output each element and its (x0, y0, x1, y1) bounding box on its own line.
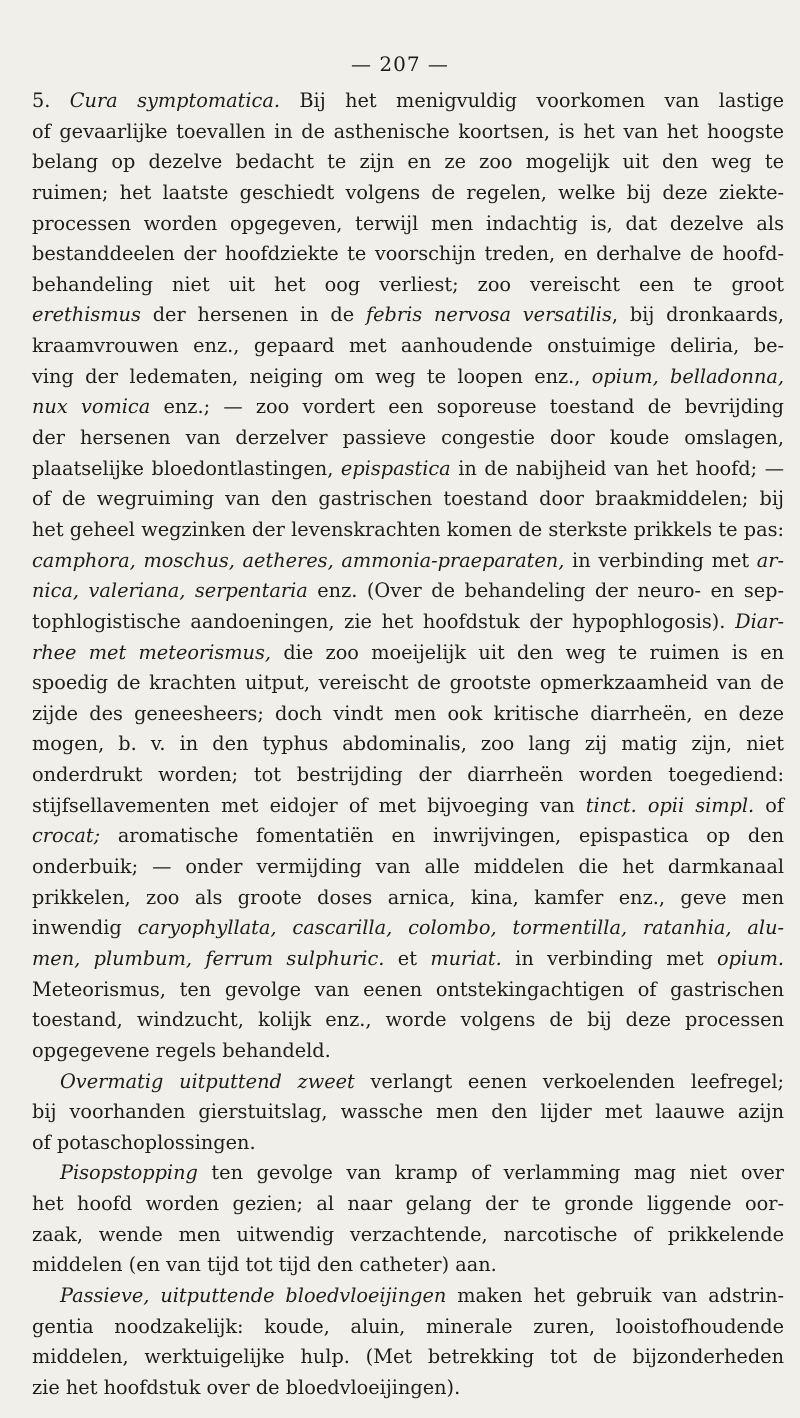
italic-term: men, plumbum, ferrum sulphuric. (32, 946, 385, 970)
text-run: ving der ledematen, neiging om weg te loopen enz., (32, 364, 592, 388)
text-run: in verbinding met (501, 946, 718, 970)
text-line (32, 913, 784, 944)
text-line (32, 1128, 784, 1159)
italic-term: Diar- (735, 609, 784, 633)
text-line (32, 178, 784, 209)
text-run: of (754, 793, 784, 817)
text-line (32, 239, 784, 270)
text-line (32, 300, 784, 331)
italic-term: tinct. opii simpl. (585, 793, 755, 817)
text-line (32, 515, 784, 546)
text-run: enz. (Over de behandeling der neuro- en sep- (307, 579, 785, 603)
text-line (32, 944, 784, 975)
text-line (32, 975, 784, 1006)
text-run: verlangt eenen verkoelenden leefregel; (354, 1069, 784, 1093)
text-line (32, 1250, 784, 1281)
text-line (32, 392, 784, 423)
text-line (32, 1036, 784, 1067)
text-line (32, 1005, 784, 1036)
text-line (32, 1189, 784, 1220)
text-run: bestanddeelen der hoofdziekte te voorschijn treden, en derhalve de hoofd- (32, 242, 784, 266)
text-run: , bij dronkaards, (611, 303, 784, 327)
italic-term: opium. (717, 946, 784, 970)
text-line (32, 454, 784, 485)
text-run: et (384, 946, 431, 970)
italic-term: Pisopstopping (60, 1161, 198, 1185)
italic-term: opium, belladonna, (591, 364, 784, 388)
text-line (32, 1342, 784, 1373)
text-run: zaak, wende men uitwendig verzachtende, narcotische of prikkelende (32, 1222, 784, 1246)
text-run: of gevaarlijke toevallen in de asthenische koortsen, is het van het hoogste (32, 119, 784, 143)
text-run: behandeling niet uit het oog verliest; zoo vereischt een te groot (32, 272, 784, 296)
text-run: prikkelen, zoo als groote doses arnica, kina, kamfer enz., geve men (32, 885, 784, 909)
text-line (32, 1220, 784, 1251)
text-line (32, 852, 784, 883)
text-run: plaatselijke bloedontlastingen, (32, 456, 341, 480)
text-run: mogen, b. v. in den typhus abdominalis, zoo lang zij matig zijn, niet (32, 732, 784, 756)
text-run: aromatische fomentatiën en inwrijvingen, epispastica op den (100, 824, 784, 848)
text-run: het geheel wegzinken der levenskrachten komen de sterkste prikkels te pas: (32, 517, 784, 541)
text-run: spoedig de krachten uitput, vereischt de grootste opmerkzaamheid van de (32, 671, 784, 695)
text-run: Meteorismus, ten gevolge van eenen ontstekingachtigen of gastrischen (32, 977, 784, 1001)
italic-term: Overmatig uitputtend zweet (60, 1069, 355, 1093)
text-run: tophlogistische aandoeningen, zie het hoofdstuk der hypophlogosis). (32, 609, 736, 633)
italic-term: Passieve, uitputtende bloedvloeijingen (60, 1283, 447, 1307)
body-text (32, 86, 784, 1404)
text-line (32, 117, 784, 148)
text-run: enz.; — zoo vordert een soporeuse toestand de bevrijding (150, 395, 784, 419)
italic-term: nica, valeriana, serpentaria (32, 579, 308, 603)
text-line (32, 1158, 784, 1189)
text-run: het hoofd worden gezien; al naar gelang der te gronde liggende oor- (32, 1192, 784, 1216)
italic-term: ar- (756, 548, 784, 572)
italic-term: Cura symptomatica. (69, 89, 280, 112)
italic-term: muriat. (430, 946, 502, 970)
text-line (32, 791, 784, 822)
text-run: in verbinding met (564, 548, 757, 572)
text-line (32, 546, 784, 577)
text-run: belang op dezelve bedacht te zijn en ze zoo mogelijk uit den weg te (32, 150, 784, 174)
text-run: onderdrukt worden; tot bestrijding der diarrheën worden toegediend: (32, 763, 784, 787)
text-run: opgegevene regels behandeld. (32, 1038, 331, 1062)
italic-term: febris nervosa versatilis (366, 303, 612, 327)
text-run: der hersenen in de (140, 303, 366, 327)
text-run: kraamvrouwen enz., gepaard met aanhoudende onstuimige deliria, be- (32, 334, 784, 358)
text-line (32, 362, 784, 393)
text-run: 5. (32, 89, 70, 112)
text-line (32, 1312, 784, 1343)
text-line (32, 1373, 784, 1404)
text-line (32, 1097, 784, 1128)
page-number: — 207 — (351, 52, 449, 76)
text-run: in de nabijheid van het hoofd; — (450, 456, 784, 480)
text-line (32, 699, 784, 730)
text-run: processen worden opgegeven, terwijl men indachtig is, dat dezelve als (32, 211, 784, 235)
text-line (32, 270, 784, 301)
text-run: middelen (en van tijd tot tijd den catheter) aan. (32, 1253, 497, 1277)
text-run: toestand, windzucht, kolijk enz., worde volgens de bij deze processen (32, 1008, 784, 1032)
text-run: stijfsellavementen met eidojer of met bijvoeging van (32, 793, 586, 817)
text-run: inwendig (32, 916, 138, 940)
italic-term: erethismus (32, 303, 141, 327)
italic-term: rhee met meteorismus, (32, 640, 271, 664)
text-line (32, 883, 784, 914)
text-line (32, 86, 784, 117)
text-line (32, 576, 784, 607)
italic-term: caryophyllata, cascarilla, colombo, tormentilla, ratanhia, alu- (137, 916, 784, 940)
text-line (32, 147, 784, 178)
text-run: die zoo moeijelijk uit den weg te ruimen is en (271, 640, 784, 664)
italic-term: epispastica (340, 456, 451, 480)
text-line (32, 821, 784, 852)
text-line (32, 729, 784, 760)
italic-term: camphora, moschus, aetheres, ammonia-praeparaten, (32, 548, 565, 572)
text-line (32, 607, 784, 638)
text-run: zie het hoofdstuk over de bloedvloeijingen). (32, 1375, 461, 1399)
italic-term: nux vomica (32, 395, 151, 419)
text-run: maken het gebruik van adstrin- (446, 1283, 785, 1307)
text-run: Bij het menigvuldig voorkomen van lastige (279, 89, 784, 112)
text-line (32, 484, 784, 515)
text-line (32, 423, 784, 454)
text-line (32, 1281, 784, 1312)
text-line (32, 1067, 784, 1098)
text-run: ten gevolge van kramp of verlamming mag niet over (197, 1161, 784, 1185)
text-line (32, 668, 784, 699)
text-run: gentia noodzakelijk: koude, aluin, minerale zuren, looistofhoudende (32, 1314, 784, 1338)
italic-term: crocat; (32, 824, 101, 848)
text-line (32, 209, 784, 240)
text-run: middelen, werktuigelijke hulp. (Met betrekking tot de bijzonderheden (32, 1345, 784, 1369)
text-line (32, 331, 784, 362)
text-run: onderbuik; — onder vermijding van alle middelen die het darmkanaal (32, 855, 784, 879)
text-run: ruimen; het laatste geschiedt volgens de regelen, welke bij deze ziekte- (32, 180, 784, 204)
text-line (32, 760, 784, 791)
text-run: of de wegruiming van den gastrischen toestand door braakmiddelen; bij (32, 487, 784, 511)
text-line (32, 638, 784, 669)
text-run: der hersenen van derzelver passieve congestie door koude omslagen, (32, 426, 784, 450)
text-run: of potaschoplossingen. (32, 1130, 256, 1154)
text-run: bij voorhanden gierstuitslag, wassche men den lijder met laauwe azijn (32, 1100, 784, 1124)
text-run: zijde des geneesheers; doch vindt men ook kritische diarrheën, en deze (32, 701, 784, 725)
